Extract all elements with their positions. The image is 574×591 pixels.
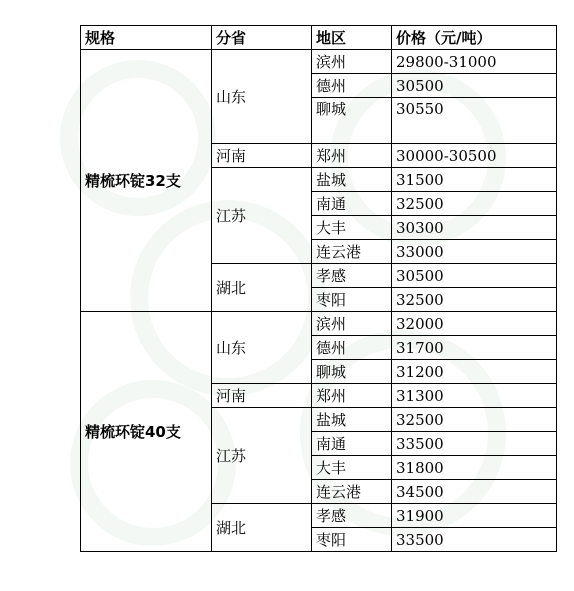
price-cell: 31200 xyxy=(392,360,557,384)
region-cell: 南通 xyxy=(312,192,392,216)
price-cell: 31900 xyxy=(392,504,557,528)
region-cell: 郑州 xyxy=(312,144,392,168)
header-province: 分省 xyxy=(212,26,312,50)
price-cell: 31500 xyxy=(392,168,557,192)
province-cell: 湖北 xyxy=(212,504,312,552)
province-cell: 山东 xyxy=(212,50,312,144)
price-cell: 33000 xyxy=(392,240,557,264)
price-cell: 34500 xyxy=(392,480,557,504)
region-cell: 孝感 xyxy=(312,264,392,288)
header-row xyxy=(81,26,557,50)
price-cell: 30500 xyxy=(392,264,557,288)
price-cell: 30550 xyxy=(392,98,557,144)
region-cell: 南通 xyxy=(312,432,392,456)
header-spec: 规格 xyxy=(81,26,212,50)
region-cell: 德州 xyxy=(312,74,392,98)
province-cell: 河南 xyxy=(212,384,312,408)
province-cell: 江苏 xyxy=(212,408,312,504)
province-cell: 山东 xyxy=(212,312,312,384)
table-row xyxy=(81,312,557,336)
price-cell: 33500 xyxy=(392,528,557,552)
price-cell: 31700 xyxy=(392,336,557,360)
region-cell: 大丰 xyxy=(312,456,392,480)
price-cell: 32500 xyxy=(392,408,557,432)
region-cell: 聊城 xyxy=(312,360,392,384)
province-cell: 江苏 xyxy=(212,168,312,264)
province-cell: 湖北 xyxy=(212,264,312,312)
region-cell: 盐城 xyxy=(312,408,392,432)
region-cell: 枣阳 xyxy=(312,288,392,312)
header-price: 价格（元/吨） xyxy=(392,26,557,50)
region-cell: 连云港 xyxy=(312,480,392,504)
region-cell: 连云港 xyxy=(312,240,392,264)
price-table xyxy=(80,25,557,552)
region-cell: 聊城 xyxy=(312,98,392,144)
region-cell: 大丰 xyxy=(312,216,392,240)
region-cell: 郑州 xyxy=(312,384,392,408)
spec-cell: 精梳环锭40支 xyxy=(81,312,212,552)
province-cell: 河南 xyxy=(212,144,312,168)
region-cell: 盐城 xyxy=(312,168,392,192)
price-cell: 32000 xyxy=(392,312,557,336)
region-cell: 滨州 xyxy=(312,50,392,74)
region-cell: 孝感 xyxy=(312,504,392,528)
price-cell: 29800-31000 xyxy=(392,50,557,74)
price-cell: 30300 xyxy=(392,216,557,240)
region-cell: 滨州 xyxy=(312,312,392,336)
region-cell: 德州 xyxy=(312,336,392,360)
header-region: 地区 xyxy=(312,26,392,50)
price-cell: 31800 xyxy=(392,456,557,480)
region-cell: 枣阳 xyxy=(312,528,392,552)
price-cell: 31300 xyxy=(392,384,557,408)
price-cell: 30000-30500 xyxy=(392,144,557,168)
spec-cell: 精梳环锭32支 xyxy=(81,50,212,312)
price-cell: 32500 xyxy=(392,192,557,216)
price-cell: 30500 xyxy=(392,74,557,98)
price-cell: 32500 xyxy=(392,288,557,312)
price-cell: 33500 xyxy=(392,432,557,456)
table-row xyxy=(81,50,557,74)
